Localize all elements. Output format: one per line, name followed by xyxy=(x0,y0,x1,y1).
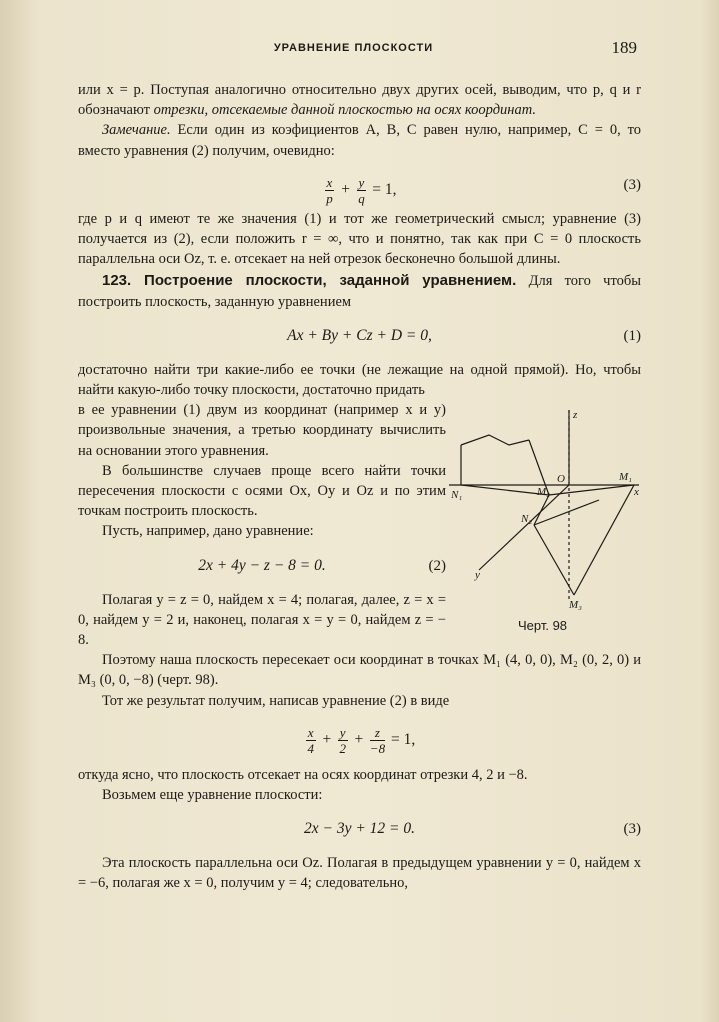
paragraph: где p и q имеют те же значения (1) и тот же геометрический смысл; уравнение (3) получается из (2), если положить r = ∞, что и понятно, так как при C = 0 плоскость параллельна оси Oz, т. е. отсекает на ней отрезок бесконечно большой длины. xyxy=(78,210,641,268)
page-body xyxy=(78,80,641,894)
paragraph: В большинстве случаев проще всего найти точки пересечения плоскости с осями Ox, Oy и Oz и по этим точкам построить плоскость. xyxy=(78,462,446,520)
label-m1: M₁ xyxy=(619,471,632,484)
equation-2: 2x + 4y − z − 8 = 0. (2) xyxy=(198,556,446,574)
label-m2: M₂ xyxy=(537,486,550,499)
paragraph: Поэтому наша плоскость пересекает оси координат в точках M₁ (4, 0, 0), M₂ (0, 2, 0) и M₃ (0, 0, −8) (черт. 98). xyxy=(78,652,641,689)
label-n2: N₂ xyxy=(521,513,533,526)
equation-2b: $\frac{x}{4}$ + $\frac{y}{2}$ + $\frac{z}{-8}$ = 1, xyxy=(307,724,416,756)
section-title: 123. Построение плоскости, заданной уравнением. xyxy=(102,272,517,290)
equation-1: Ax + By + Cz + D = 0, (1) xyxy=(287,326,641,344)
paragraph: Полагая y = z = 0, найдем x = 4; полагая, далее, z = x = 0, найдем y = 2 и, наконец, полагая x = y = 0, найдем z = − 8. xyxy=(78,591,446,649)
paragraph: Эта плоскость параллельна оси Oz. Полагая в предыдущем уравнении y = 0, найдем x = −6, полагая же x = 0, получим y = 4; следовательно, xyxy=(78,855,641,892)
paragraph: Возьмем еще уравнение плоскости: xyxy=(102,787,323,804)
section-paragraph: 123. Построение плоскости, заданной уравнением. Для того чтобы построить плоскость, заданную уравнением xyxy=(78,272,641,310)
label-o: O xyxy=(557,473,565,486)
page-number: 189 xyxy=(611,38,637,57)
label-n1: N₁ xyxy=(451,489,463,502)
paragraph: или x = p. Поступая аналогично относительно двух других осей, выводим, что p, q и r обозначают отрезки, отсекаемые данной плоскостью на осях координат. xyxy=(78,82,641,119)
paragraph: в ее уравнении (1) двум из координат (например x и y) произвольные значения, а третью координату вычислить на основании этого уравнения. xyxy=(78,402,446,459)
paragraph: достаточно найти три какие-либо ее точки (не лежащие на одной прямой). Но, чтобы найти какую-либо точку плоскости, достаточно придать xyxy=(78,361,641,399)
figure-98 xyxy=(449,400,649,620)
plane-edge xyxy=(461,435,529,445)
page-header xyxy=(70,38,637,62)
label-m3: M₃ xyxy=(569,599,582,612)
equation-3a: $\frac{x}{p}$ + $\frac{y}{q}$ = 1, (3) xyxy=(326,174,641,206)
label-z: z xyxy=(573,409,578,422)
figure-caption: Черт. 98 xyxy=(518,618,568,634)
remark-paragraph: Замечание. Если один из коэфициентов A, B, C равен нулю, например, C = 0, то вместо уравнения (2) получим, очевидно: xyxy=(78,122,642,159)
running-title: УРАВНЕНИЕ ПЛОСКОСТИ xyxy=(273,42,434,54)
paragraph: откуда ясно, что плоскость отсекает на осях координат отрезки 4, 2 и −8. xyxy=(78,766,528,783)
equation-3b: 2x − 3y + 12 = 0. (3) xyxy=(303,820,641,838)
paragraph: Тот же результат получим, написав уравнение (2) в виде xyxy=(102,692,450,709)
remark-label: Замечание. xyxy=(102,122,171,139)
figure-wrap xyxy=(78,400,641,650)
paragraph: Пусть, например, дано уравнение: xyxy=(102,523,314,540)
equation-number: (3) xyxy=(623,176,641,193)
label-y: y xyxy=(475,569,480,582)
label-x: x xyxy=(634,486,639,499)
y-axis xyxy=(479,485,569,570)
